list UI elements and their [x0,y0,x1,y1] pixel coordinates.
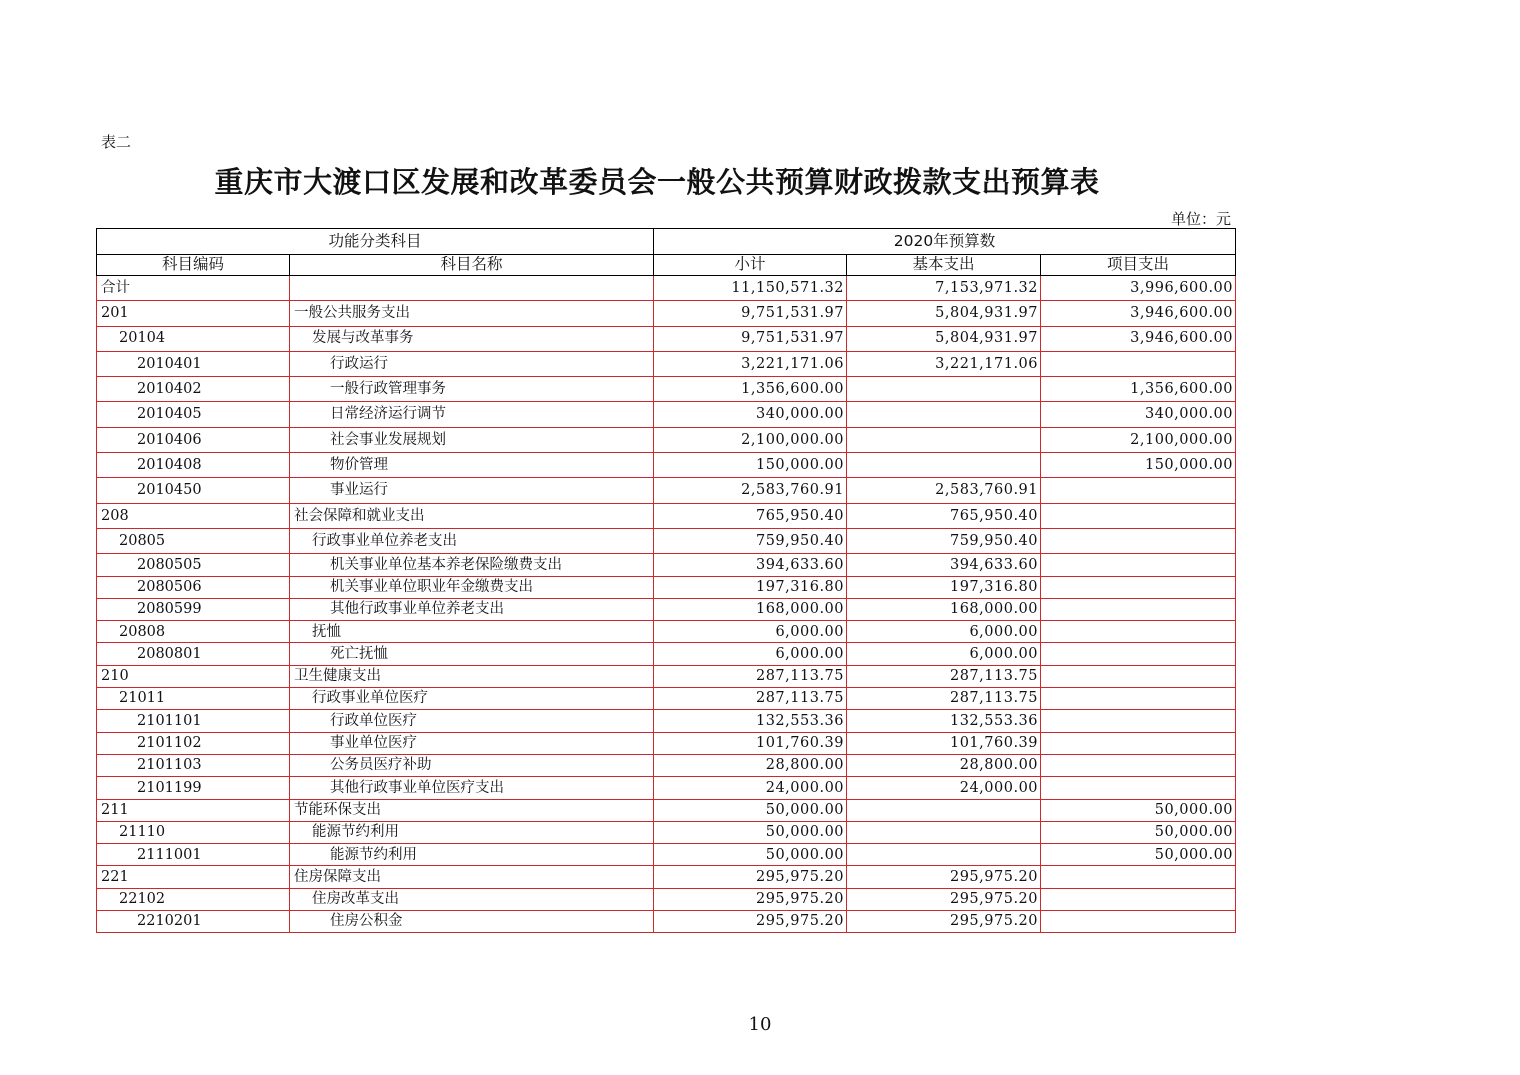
cell-project [1041,665,1236,687]
cell-project: 3,946,600.00 [1041,326,1236,351]
cell-name: 事业运行 [290,478,654,503]
cell-project: 3,996,600.00 [1041,276,1236,301]
cell-basic: 6,000.00 [847,643,1041,665]
cell-basic: 132,553.36 [847,710,1041,732]
table-body [97,276,1236,933]
cell-code: 2080599 [97,598,290,620]
table-row [97,888,1236,910]
cell-project: 150,000.00 [1041,453,1236,478]
cell-code: 208 [97,503,290,528]
cell-subtotal: 287,113.75 [654,688,847,710]
budget-table [96,228,1236,933]
cell-name: 其他行政事业单位养老支出 [290,598,654,620]
cell-project: 340,000.00 [1041,402,1236,427]
cell-subtotal: 2,583,760.91 [654,478,847,503]
cell-project: 1,356,600.00 [1041,377,1236,402]
cell-basic: 6,000.00 [847,621,1041,643]
cell-name: 其他行政事业单位医疗支出 [290,777,654,799]
table-row [97,554,1236,576]
header-subtotal: 小计 [654,255,847,276]
cell-subtotal: 295,975.20 [654,911,847,933]
cell-subtotal: 132,553.36 [654,710,847,732]
cell-subtotal: 24,000.00 [654,777,847,799]
cell-basic: 287,113.75 [847,665,1041,687]
cell-project [1041,710,1236,732]
cell-project [1041,643,1236,665]
cell-code: 20805 [97,528,290,553]
cell-subtotal: 394,633.60 [654,554,847,576]
cell-subtotal: 295,975.20 [654,888,847,910]
cell-subtotal: 9,751,531.97 [654,326,847,351]
cell-project [1041,528,1236,553]
cell-subtotal: 168,000.00 [654,598,847,620]
cell-name: 社会保障和就业支出 [290,503,654,528]
cell-name: 能源节约利用 [290,844,654,866]
table-row [97,276,1236,301]
cell-basic: 197,316.80 [847,576,1041,598]
cell-basic: 101,760.39 [847,732,1041,754]
table-row [97,821,1236,843]
cell-project: 50,000.00 [1041,821,1236,843]
document-title: 重庆市大渡口区发展和改革委员会一般公共预算财政拨款支出预算表 [214,165,1100,199]
cell-name: 日常经济运行调节 [290,402,654,427]
table-row [97,528,1236,553]
cell-code: 2101102 [97,732,290,754]
cell-subtotal: 2,100,000.00 [654,427,847,452]
cell-basic: 3,221,171.06 [847,351,1041,376]
cell-subtotal: 50,000.00 [654,844,847,866]
cell-basic [847,427,1041,452]
cell-basic: 295,975.20 [847,888,1041,910]
cell-subtotal: 295,975.20 [654,866,847,888]
cell-name: 能源节约利用 [290,821,654,843]
cell-basic: 759,950.40 [847,528,1041,553]
header-name: 科目名称 [290,255,654,276]
cell-code: 2111001 [97,844,290,866]
cell-name: 行政运行 [290,351,654,376]
cell-basic: 5,804,931.97 [847,301,1041,326]
table-row [97,732,1236,754]
cell-subtotal: 6,000.00 [654,621,847,643]
cell-project: 50,000.00 [1041,844,1236,866]
table-row [97,911,1236,933]
header-project: 项目支出 [1041,255,1236,276]
table-row [97,503,1236,528]
header-budget-group: 2020年预算数 [654,229,1236,255]
cell-name: 公务员医疗补助 [290,754,654,776]
cell-project [1041,777,1236,799]
cell-basic: 24,000.00 [847,777,1041,799]
cell-project [1041,503,1236,528]
cell-subtotal: 50,000.00 [654,799,847,821]
cell-basic [847,453,1041,478]
cell-name [290,276,654,301]
table-row [97,643,1236,665]
cell-code: 2101101 [97,710,290,732]
cell-project [1041,478,1236,503]
cell-subtotal: 1,356,600.00 [654,377,847,402]
cell-name: 抚恤 [290,621,654,643]
cell-project [1041,576,1236,598]
cell-code: 221 [97,866,290,888]
cell-project: 50,000.00 [1041,799,1236,821]
cell-project [1041,598,1236,620]
table-row [97,621,1236,643]
table-row [97,598,1236,620]
cell-name: 行政事业单位医疗 [290,688,654,710]
header-code: 科目编码 [97,255,290,276]
cell-name: 机关事业单位职业年金缴费支出 [290,576,654,598]
cell-code: 2010402 [97,377,290,402]
cell-basic [847,844,1041,866]
cell-name: 住房保障支出 [290,866,654,888]
cell-basic [847,402,1041,427]
cell-project [1041,688,1236,710]
cell-basic: 7,153,971.32 [847,276,1041,301]
cell-code: 2210201 [97,911,290,933]
cell-project [1041,911,1236,933]
table-row [97,453,1236,478]
cell-project [1041,732,1236,754]
table-row [97,866,1236,888]
cell-basic: 394,633.60 [847,554,1041,576]
cell-name: 住房公积金 [290,911,654,933]
page-number: 10 [748,1014,772,1035]
cell-basic: 295,975.20 [847,911,1041,933]
cell-code: 201 [97,301,290,326]
header-basic: 基本支出 [847,255,1041,276]
cell-name: 行政事业单位养老支出 [290,528,654,553]
cell-code: 22102 [97,888,290,910]
cell-name: 死亡抚恤 [290,643,654,665]
table-row [97,710,1236,732]
cell-project: 2,100,000.00 [1041,427,1236,452]
table-row [97,351,1236,376]
cell-name: 物价管理 [290,453,654,478]
cell-basic: 5,804,931.97 [847,326,1041,351]
cell-name: 机关事业单位基本养老保险缴费支出 [290,554,654,576]
cell-subtotal: 101,760.39 [654,732,847,754]
cell-subtotal: 11,150,571.32 [654,276,847,301]
cell-project [1041,621,1236,643]
table-row [97,402,1236,427]
cell-name: 社会事业发展规划 [290,427,654,452]
cell-basic [847,799,1041,821]
table-row [97,665,1236,687]
cell-name: 住房改革支出 [290,888,654,910]
cell-code: 2080801 [97,643,290,665]
cell-project: 3,946,600.00 [1041,301,1236,326]
cell-code: 2010406 [97,427,290,452]
cell-basic: 765,950.40 [847,503,1041,528]
cell-project [1041,554,1236,576]
cell-project [1041,351,1236,376]
table-label: 表二 [101,133,132,151]
unit-label: 单位：元 [1170,210,1231,228]
cell-name: 一般公共服务支出 [290,301,654,326]
cell-name: 事业单位医疗 [290,732,654,754]
cell-basic: 168,000.00 [847,598,1041,620]
cell-subtotal: 9,751,531.97 [654,301,847,326]
cell-basic: 2,583,760.91 [847,478,1041,503]
cell-basic: 287,113.75 [847,688,1041,710]
table-row [97,427,1236,452]
cell-code: 211 [97,799,290,821]
cell-project [1041,866,1236,888]
table-row [97,301,1236,326]
cell-code: 2010405 [97,402,290,427]
cell-name: 一般行政管理事务 [290,377,654,402]
cell-code: 2010450 [97,478,290,503]
table-row [97,799,1236,821]
cell-basic [847,377,1041,402]
table-row [97,844,1236,866]
cell-code: 2010408 [97,453,290,478]
cell-basic: 295,975.20 [847,866,1041,888]
cell-code: 210 [97,665,290,687]
cell-subtotal: 6,000.00 [654,643,847,665]
cell-code: 合计 [97,276,290,301]
cell-code: 2010401 [97,351,290,376]
cell-subtotal: 28,800.00 [654,754,847,776]
cell-subtotal: 150,000.00 [654,453,847,478]
cell-code: 20104 [97,326,290,351]
cell-subtotal: 3,221,171.06 [654,351,847,376]
cell-code: 2080506 [97,576,290,598]
table-row [97,754,1236,776]
cell-code: 21011 [97,688,290,710]
cell-code: 2101199 [97,777,290,799]
table-row [97,688,1236,710]
table-row [97,377,1236,402]
cell-code: 2101103 [97,754,290,776]
cell-name: 发展与改革事务 [290,326,654,351]
table-row [97,777,1236,799]
cell-code: 21110 [97,821,290,843]
cell-code: 20808 [97,621,290,643]
table-header [97,229,1236,276]
table-row [97,478,1236,503]
cell-subtotal: 340,000.00 [654,402,847,427]
table-row [97,576,1236,598]
cell-name: 卫生健康支出 [290,665,654,687]
cell-basic: 28,800.00 [847,754,1041,776]
cell-basic [847,821,1041,843]
cell-subtotal: 765,950.40 [654,503,847,528]
cell-project [1041,754,1236,776]
header-function-group: 功能分类科目 [97,229,654,255]
cell-project [1041,888,1236,910]
cell-subtotal: 50,000.00 [654,821,847,843]
cell-subtotal: 197,316.80 [654,576,847,598]
cell-name: 节能环保支出 [290,799,654,821]
cell-subtotal: 287,113.75 [654,665,847,687]
table-row [97,326,1236,351]
cell-code: 2080505 [97,554,290,576]
cell-subtotal: 759,950.40 [654,528,847,553]
cell-name: 行政单位医疗 [290,710,654,732]
